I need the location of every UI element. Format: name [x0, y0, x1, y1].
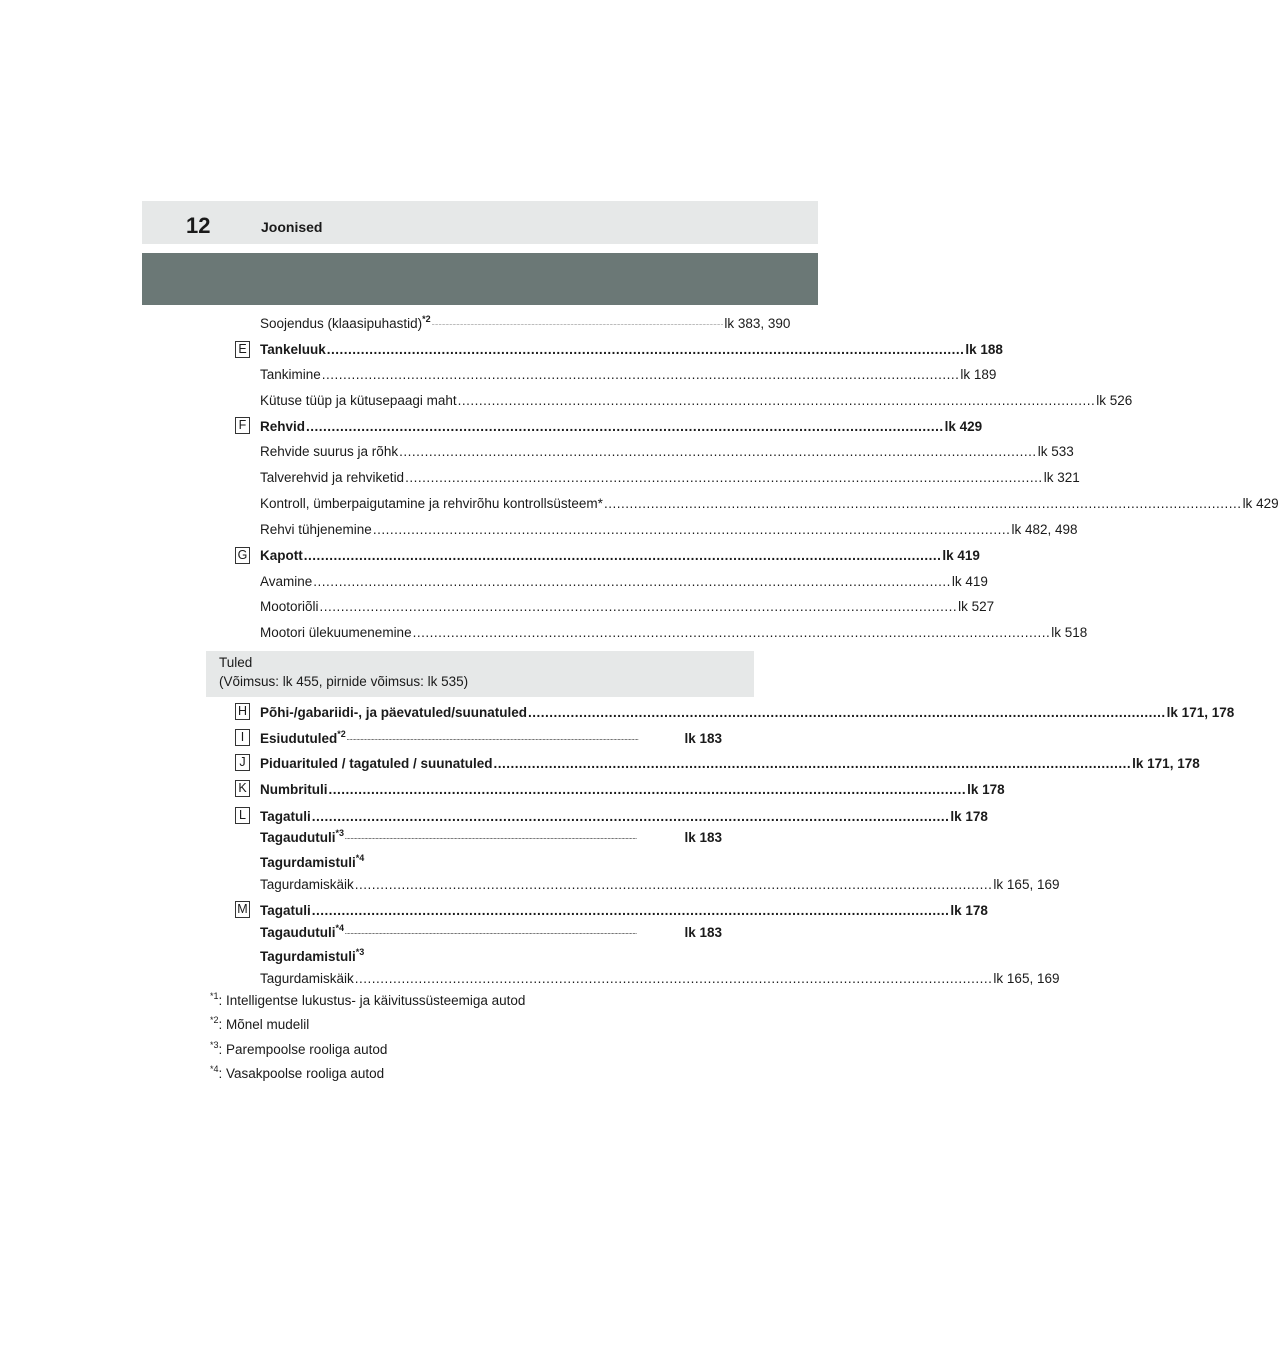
toc-row[interactable] — [260, 595, 995, 615]
dot-leader: ...................................................................................................................................................... — [493, 756, 1132, 771]
row-page: lk 383, 390 — [724, 316, 791, 331]
toc-row[interactable] — [260, 945, 722, 965]
info-box-title: Tuled — [219, 655, 253, 670]
toc-row[interactable] — [260, 967, 1060, 987]
dot-leader: ...................................................................................................................................................... — [528, 705, 1166, 720]
row-page: lk 183 — [684, 830, 722, 845]
toc-row[interactable] — [260, 466, 1080, 486]
footnote: $^{*1}$: Intelligentse lukustus- ja käivitussüsteemiga autod — [210, 991, 526, 1008]
toc-row[interactable] — [260, 621, 1088, 641]
row-label: Tagurdamiskäik — [260, 877, 354, 892]
row-page: lk 165, 169 — [993, 877, 1060, 892]
row-label: Talverehvid ja rehviketid — [260, 470, 405, 485]
dot-leader: ...................................................................................................................................................... — [321, 367, 960, 382]
row-label: Kütuse tüüp ja kütusepaagi maht — [260, 393, 457, 408]
row-page: lk 419 — [942, 548, 980, 563]
row-label: Tagurdamistuli$^{*3}$ — [260, 947, 365, 964]
badge-l: L — [235, 807, 250, 824]
toc-row[interactable] — [260, 701, 1235, 721]
row-page: lk 188 — [965, 342, 1003, 357]
badge-g: G — [235, 547, 250, 564]
row-page: lk 183 — [684, 925, 722, 940]
toc-row[interactable] — [260, 778, 1005, 798]
toc-row[interactable] — [260, 363, 997, 383]
toc-row[interactable] — [260, 415, 983, 435]
row-page: lk 482, 498 — [1011, 522, 1078, 537]
row-page: lk 533 — [1037, 444, 1074, 459]
toc-row[interactable] — [260, 873, 1060, 893]
dot-leader: ...................................................................................................................................................... — [399, 444, 1037, 459]
toc-row[interactable] — [260, 544, 980, 564]
row-page: lk 526 — [1096, 393, 1133, 408]
footnote: $^{*3}$: Parempoolse rooliga autod — [210, 1040, 388, 1057]
dot-leader: ...................................................................................................................................................... — [457, 393, 1096, 408]
toc-row[interactable] — [260, 338, 1003, 358]
row-page: lk 429 — [944, 419, 983, 434]
dot-leader: ...................................................................................................................................................... — [328, 782, 967, 797]
dot-leader: .................................................................................................................................................................................................................. — [431, 321, 724, 327]
badge-i: I — [235, 729, 250, 746]
toc-row[interactable] — [260, 440, 1074, 460]
toc-row[interactable] — [260, 518, 1078, 538]
row-label: Tagurdamiskäik — [260, 971, 354, 986]
row-label: Mootori ülekuumenemine — [260, 625, 412, 640]
toc-row[interactable] — [260, 921, 722, 941]
toc-row[interactable] — [260, 389, 1133, 409]
dot-leader: ...................................................................................................................................................... — [326, 342, 965, 357]
row-label: Avamine — [260, 574, 313, 589]
row-label: Rehvid — [260, 419, 306, 434]
row-label: Rehvide suurus ja rõhk — [260, 444, 399, 459]
dot-leader: ...................................................................................................................................................... — [372, 522, 1011, 537]
row-label: Tagaudutuli$^{*4}$ — [260, 923, 345, 940]
row-label: Mootoriõli — [260, 599, 319, 614]
toc-row[interactable] — [260, 752, 1200, 772]
dot-leader: ...................................................................................................................................................... — [603, 496, 1242, 511]
row-page: lk 527 — [958, 599, 995, 614]
dot-leader: .................................................................................................................................................................................................................. — [346, 736, 639, 742]
row-label: Tagurdamistuli$^{*4}$ — [260, 853, 365, 870]
section-band — [142, 253, 818, 305]
toc-row[interactable] — [260, 570, 988, 590]
dot-leader: ...................................................................................................................................................... — [354, 971, 993, 986]
row-page: lk 178 — [967, 782, 1005, 797]
badge-m: M — [235, 901, 250, 918]
dot-leader: ...................................................................................................................................................... — [311, 903, 950, 918]
toc-row[interactable] — [260, 826, 722, 846]
dot-leader: .................................................................................................................................................................................................................. — [345, 835, 637, 841]
footnote: $^{*4}$: Vasakpoolse rooliga autod — [210, 1064, 385, 1081]
toc-row[interactable] — [260, 899, 988, 919]
dot-leader: ...................................................................................................................................................... — [313, 574, 951, 589]
row-label: Kapott — [260, 548, 303, 563]
row-label: Tagatuli — [260, 809, 311, 824]
row-page: lk 189 — [960, 367, 997, 382]
badge-e: E — [235, 341, 250, 358]
dot-leader: .................................................................................................................................................................................................................. — [345, 930, 637, 936]
row-page: lk 321 — [1043, 470, 1080, 485]
row-page: lk 178 — [950, 903, 988, 918]
row-page: lk 429 — [1242, 496, 1279, 511]
dot-leader: ...................................................................................................................................................... — [354, 877, 993, 892]
badge-h: H — [235, 703, 250, 720]
row-label: Kontroll, ümberpaigutamine ja rehvirõhu kontrollsüsteem* — [260, 496, 603, 511]
info-box-subtitle: (Võimsus: lk 455, pirnide võimsus: lk 535) — [219, 674, 469, 689]
footnote: $^{*2}$: Mõnel mudelil — [210, 1015, 310, 1032]
row-page: lk 165, 169 — [993, 971, 1060, 986]
dot-leader: ...................................................................................................................................................... — [405, 470, 1043, 485]
row-label: Põhi-/gabariidi-, ja päevatuled/suunatuled — [260, 705, 528, 720]
row-label: Rehvi tühjenemine — [260, 522, 372, 537]
toc-row[interactable] — [260, 492, 1279, 512]
badge-k: K — [235, 780, 250, 797]
dot-leader: ...................................................................................................................................................... — [303, 548, 942, 563]
row-page: lk 171, 178 — [1132, 756, 1200, 771]
toc-row[interactable] — [260, 312, 791, 332]
dot-leader: ...................................................................................................................................................... — [306, 419, 944, 434]
row-page: lk 178 — [950, 809, 988, 824]
row-page: lk 183 — [684, 731, 722, 746]
row-label: Esiudutuled$^{*2}$ — [260, 729, 346, 746]
row-label: Tagatuli — [260, 903, 311, 918]
page-number: 12 — [186, 213, 211, 238]
dot-leader: ...................................................................................................................................................... — [311, 809, 950, 824]
row-label: Numbrituli — [260, 782, 328, 797]
dot-leader: ...................................................................................................................................................... — [412, 625, 1051, 640]
row-page: lk 171, 178 — [1166, 705, 1235, 720]
badge-f: F — [235, 417, 250, 434]
toc-row[interactable] — [260, 727, 722, 747]
section-title: Joonised — [261, 219, 323, 235]
badge-j: J — [235, 754, 250, 771]
dot-leader: ...................................................................................................................................................... — [319, 599, 958, 614]
toc-row[interactable] — [260, 805, 988, 825]
row-label: Tagaudutuli$^{*3}$ — [260, 828, 345, 845]
row-label: Tankimine — [260, 367, 321, 382]
row-page: lk 518 — [1051, 625, 1088, 640]
row-label: Tankeluuk — [260, 342, 326, 357]
row-label: Piduarituled / tagatuled / suunatuled — [260, 756, 493, 771]
toc-row[interactable] — [260, 851, 722, 871]
row-page: lk 419 — [951, 574, 988, 589]
row-label: Soojendus (klaasipuhastid)$^{*2}$ — [260, 314, 431, 331]
header-bar — [142, 201, 818, 244]
